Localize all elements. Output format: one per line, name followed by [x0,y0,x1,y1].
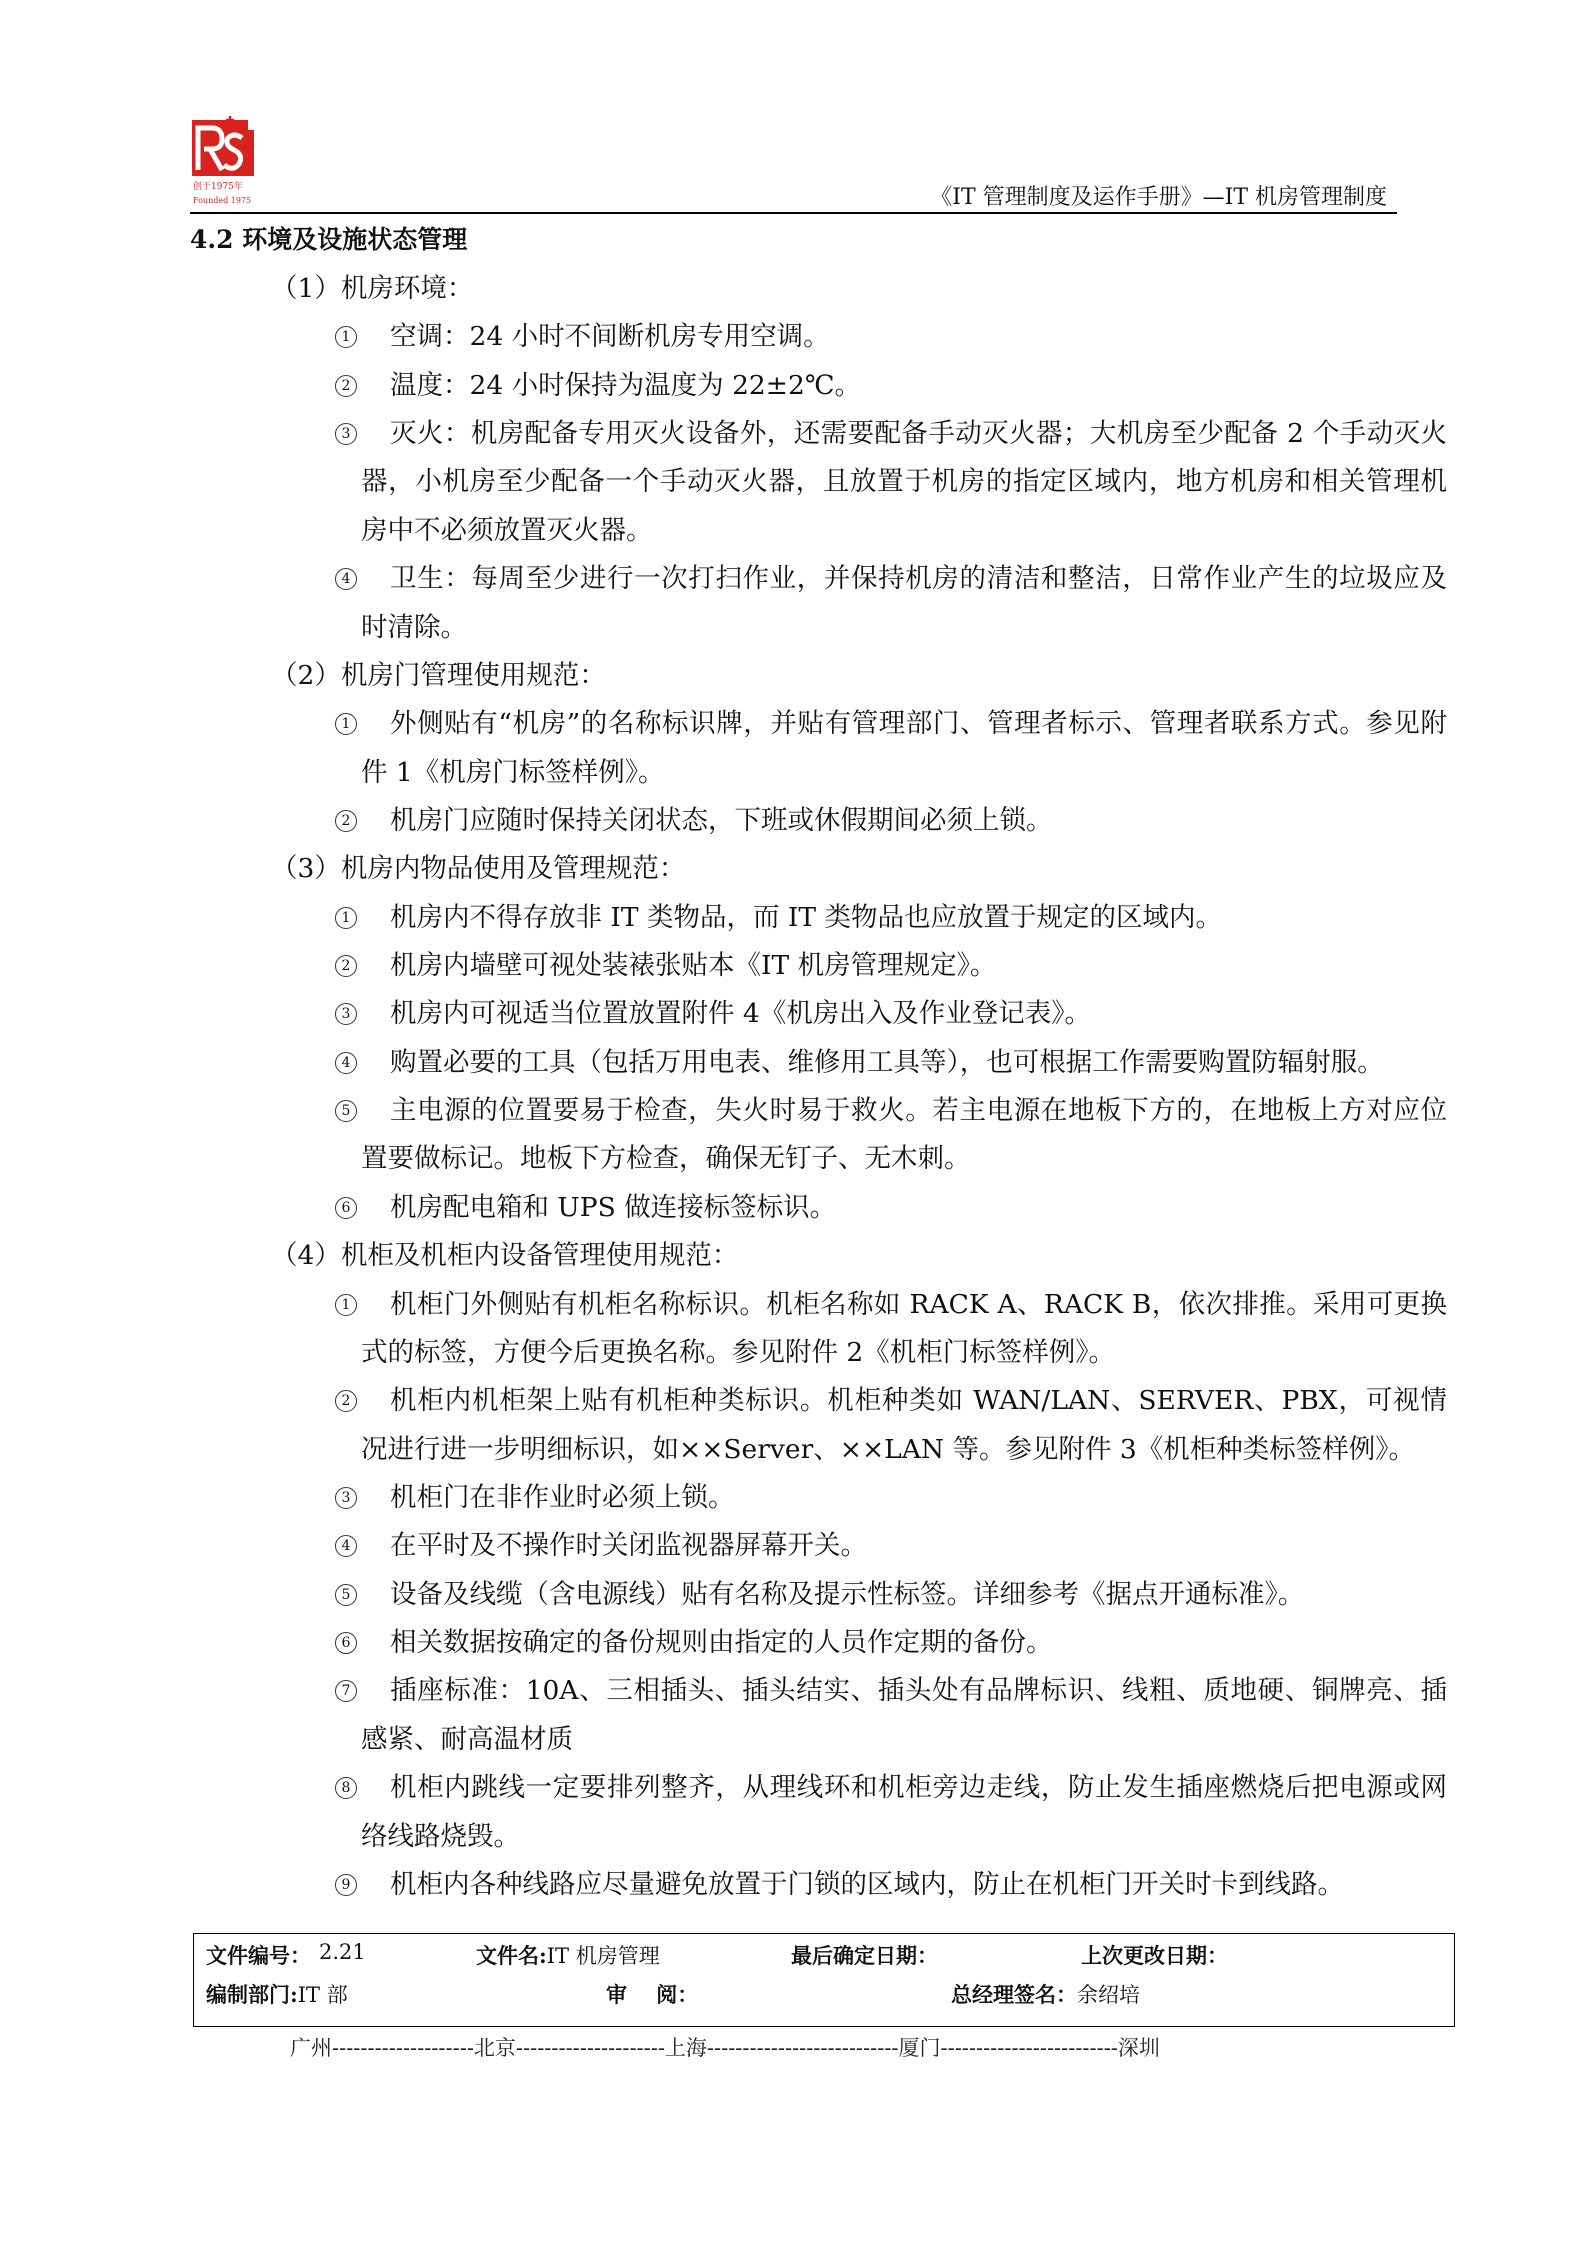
file-name-label: 文件名: [476,1943,547,1968]
list-item [341,1522,1447,1570]
circled-number-icon: 6 [335,1197,357,1219]
circled-number-icon: 3 [335,1003,357,1025]
document-info-box [193,1933,1455,2027]
subsection-title: （3）机房内物品使用及管理规范： [271,853,686,885]
file-name-value: IT 机房管理 [546,1944,660,1968]
dept [206,1979,348,2009]
circled-number-icon: 4 [335,1052,357,1074]
list-item-text: 外侧贴有“机房”的名称标识牌，并贴有管理部门、管理者标示、管理者联系方式。参见附件 1《机房门标签样例》。 [361,708,1447,788]
final-date-label: 最后确定日期： [791,1943,938,1968]
circled-number-icon: 3 [335,1487,357,1509]
file-no: 2.21 [319,1940,366,1964]
subsection-title: （2）机房门管理使用规范： [271,659,606,691]
list-item-text: 机房门应随时保持关闭状态，下班或休假期间必须上锁。 [390,804,1053,836]
circled-number-icon: 8 [335,1777,357,1799]
dept-label: 编制部门: [206,1982,298,2007]
list-item [341,990,1447,1038]
list-item [341,1619,1447,1667]
list-item-text: 温度：24 小时保持为温度为 22±2℃。 [390,369,861,401]
logo-founded-en: Founded 1975 [193,196,252,205]
list-item-text: 机柜内机柜架上贴有机柜种类标识。机柜种类如 WAN/LAN、SERVER、PBX，可视情况进行进一步明细标识，如××Server、××LAN 等。参见附件 3《机柜种类标签样例》。 [361,1385,1447,1465]
list-item [341,1184,1447,1232]
list-item-text: 插座标准：10A、三相插头、插头结实、插头处有品牌标识、线粗、质地硬、铜牌亮、插感紧、耐高温材质 [361,1675,1447,1755]
circled-number-icon: 5 [335,1100,357,1122]
circled-number-icon: 2 [335,955,357,977]
circled-number-icon: 4 [335,1535,357,1557]
list-item [341,410,1447,555]
circled-number-icon: 9 [335,1874,357,1896]
file-no-label: 文件编号： [206,1943,311,1968]
list-item [341,313,1447,361]
circled-number-icon: 5 [335,1584,357,1606]
list-item-text: 机柜内跳线一定要排列整齐，从理线环和机柜旁边走线，防止发生插座燃烧后把电源或网络线路烧毁。 [361,1772,1447,1852]
list-item-text: 空调：24 小时不间断机房专用空调。 [390,321,830,353]
file-name [476,1940,660,1970]
gm-signature [951,1979,1140,2009]
list-item [341,1861,1447,1909]
document-body [271,265,1447,1909]
logo-founded-cn: 创于1975年 [193,182,243,192]
list-item-text: 设备及线缆（含电源线）贴有名称及提示性标签。详细参考《据点开通标准》。 [390,1578,1305,1610]
circled-number-icon: 7 [335,1680,357,1702]
circled-number-icon: 4 [335,568,357,590]
circled-number-icon: 1 [335,1294,357,1316]
office-cities: 广州--------------------北京---------------------上海---------------------------厦门-------------------------深圳 [290,2036,1160,2060]
list-item [341,362,1447,410]
list-item [341,1281,1447,1378]
list-item-text: 机柜内各种线路应尽量避免放置于门锁的区域内，防止在机柜门开关时卡到线路。 [390,1868,1344,1900]
review-label: 审 阅： [606,1982,699,2007]
list-item [341,942,1447,990]
subsection-title: （1）机房环境： [271,273,474,304]
list-item-text: 机房内可视适当位置放置附件 4《机房出入及作业登记表》。 [390,998,1092,1030]
list-item [341,1087,1447,1184]
dept-value: IT 部 [297,1983,348,2007]
list-item-text: 灭火：机房配备专用灭火设备外，还需要配备手动灭火器；大机房至少配备 2 个手动灭火器，小机房至少配备一个手动灭火器，且放置于机房的指定区域内，地方机房和相关管理机房中不必须放置灭火器。 [361,418,1447,546]
company-logo [190,112,270,212]
header-divider [190,212,1397,214]
list-item-text: 购置必要的工具（包括万用电表、维修用工具等），也可根据工作需要购置防辐射服。 [390,1046,1384,1078]
subsection-title: （4）机柜及机柜内设备管理使用规范： [271,1240,739,1272]
list-item-text: 主电源的位置要易于检查，失火时易于救火。若主电源在地板下方的，在地板上方对应位置要做标记。地板下方检查，确保无钉子、无木刺。 [361,1095,1447,1175]
list-item-text: 机房内墙壁可视处装裱张贴本《IT 机房管理规定》。 [390,950,997,982]
circled-number-icon: 2 [335,1390,357,1412]
list-item-text: 机房配电箱和 UPS 做连接标签标识。 [390,1191,837,1223]
list-item [341,1764,1447,1861]
gm-label: 总经理签名： [951,1982,1077,2007]
gm-value: 余绍培 [1077,1983,1140,2007]
list-item-text: 机房内不得存放非 IT 类物品，而 IT 类物品也应放置于规定的区域内。 [390,901,1222,933]
circled-number-icon: 1 [335,326,357,348]
list-item-text: 相关数据按确定的备份规则由指定的人员作定期的备份。 [390,1627,1053,1659]
header-title: 《IT 管理制度及运作手册》—IT 机房管理制度 [930,185,1387,210]
list-item [341,700,1447,797]
list-item-text: 卫生：每周至少进行一次打扫作业，并保持机房的清洁和整洁，日常作业产生的垃圾应及时清除。 [361,563,1447,643]
list-item [341,1474,1447,1522]
list-item [341,1377,1447,1474]
list-item [341,1039,1447,1087]
list-item-text: 机柜门在非作业时必须上锁。 [390,1481,735,1513]
list-item [341,1571,1447,1619]
list-item-text: 在平时及不操作时关闭监视器屏幕开关。 [390,1530,867,1562]
circled-number-icon: 1 [335,907,357,929]
list-item [341,555,1447,652]
circled-number-icon: 2 [335,810,357,832]
circled-number-icon: 3 [335,423,357,445]
circled-number-icon: 1 [335,713,357,735]
section-heading: 4.2 环境及设施状态管理 [190,225,468,254]
list-item-text: 机柜门外侧贴有机柜名称标识。机柜名称如 RACK A、RACK B，依次排推。采用可更换式的标签，方便今后更换名称。参见附件 2《机柜门标签样例》。 [361,1288,1447,1368]
circled-number-icon: 2 [335,375,357,397]
circled-number-icon: 6 [335,1632,357,1654]
list-item [341,797,1447,845]
list-item [341,1667,1447,1764]
last-change-label: 上次更改日期： [1081,1943,1228,1968]
logo-mark-icon [190,112,260,180]
list-item [341,894,1447,942]
